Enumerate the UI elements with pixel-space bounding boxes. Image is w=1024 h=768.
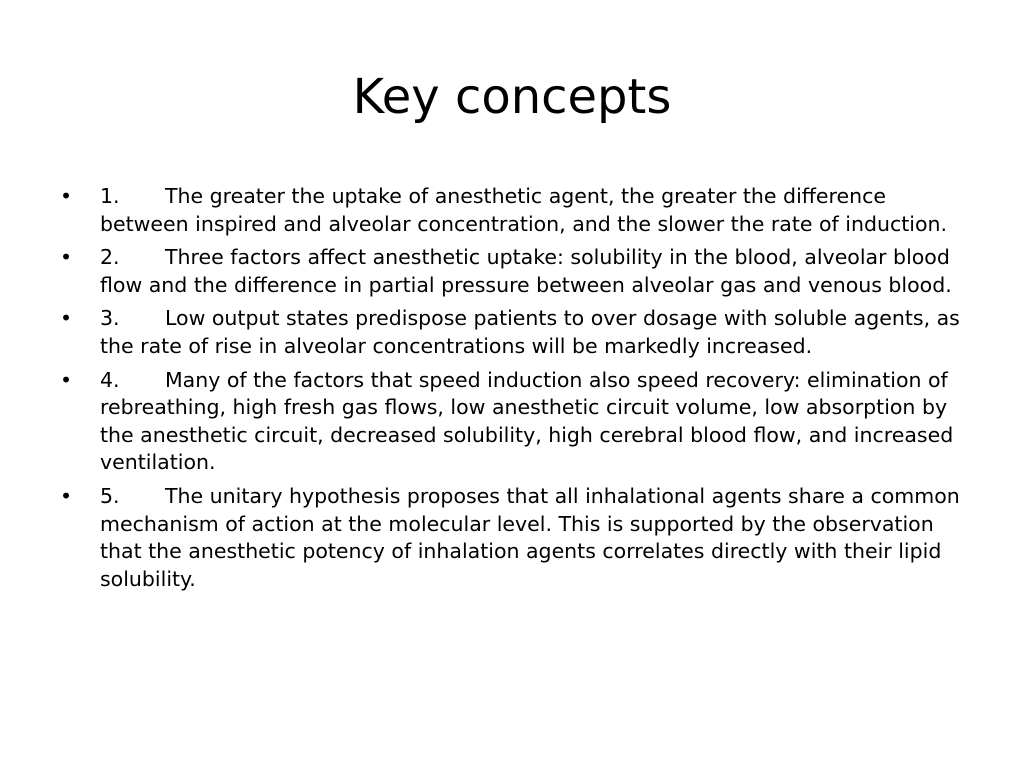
bullet-icon: • <box>60 483 73 508</box>
bullet-icon: • <box>60 306 73 331</box>
slide-title: Key concepts <box>352 69 672 125</box>
item-number: 5. <box>100 483 120 508</box>
item-number: 4. <box>100 367 120 392</box>
bullet-icon: • <box>60 245 73 270</box>
list-item <box>60 367 970 477</box>
item-text: Low output states predispose patients to over dosage with soluble agents, as the rate of rise in alveolar concentrations will be markedly increased. <box>100 306 960 358</box>
bullet-icon: • <box>60 184 73 208</box>
item-number: 3. <box>100 306 120 331</box>
list-item <box>60 183 970 238</box>
item-text: Many of the factors that speed induction also speed recovery: elimination of rebreathing, high fresh gas flows, low anesthetic circuit volume, low absorption by the anesthetic circuit, decreased solubility, high cerebral blood flow, and increased ventilation. <box>100 367 954 475</box>
bullet-icon: • <box>60 367 73 392</box>
list-item <box>60 244 970 299</box>
bullet-list <box>60 183 970 599</box>
item-text: The greater the uptake of anesthetic agent, the greater the difference between inspired and alveolar concentration, and the slower the rate of induction. <box>100 184 948 236</box>
item-number: 2. <box>100 245 120 270</box>
item-text: The unitary hypothesis proposes that all inhalational agents share a common mechanism of action at the molecular level. This is supported by the observation that the anesthetic potency of inhalation agents correlates directly with their lipid solubility. <box>100 483 960 591</box>
list-item <box>60 483 970 593</box>
item-text: Three factors affect anesthetic uptake: solubility in the blood, alveolar blood flow and the difference in partial pressure between alveolar gas and venous blood. <box>100 245 952 297</box>
list-item <box>60 305 970 360</box>
item-number: 1. <box>100 184 120 208</box>
